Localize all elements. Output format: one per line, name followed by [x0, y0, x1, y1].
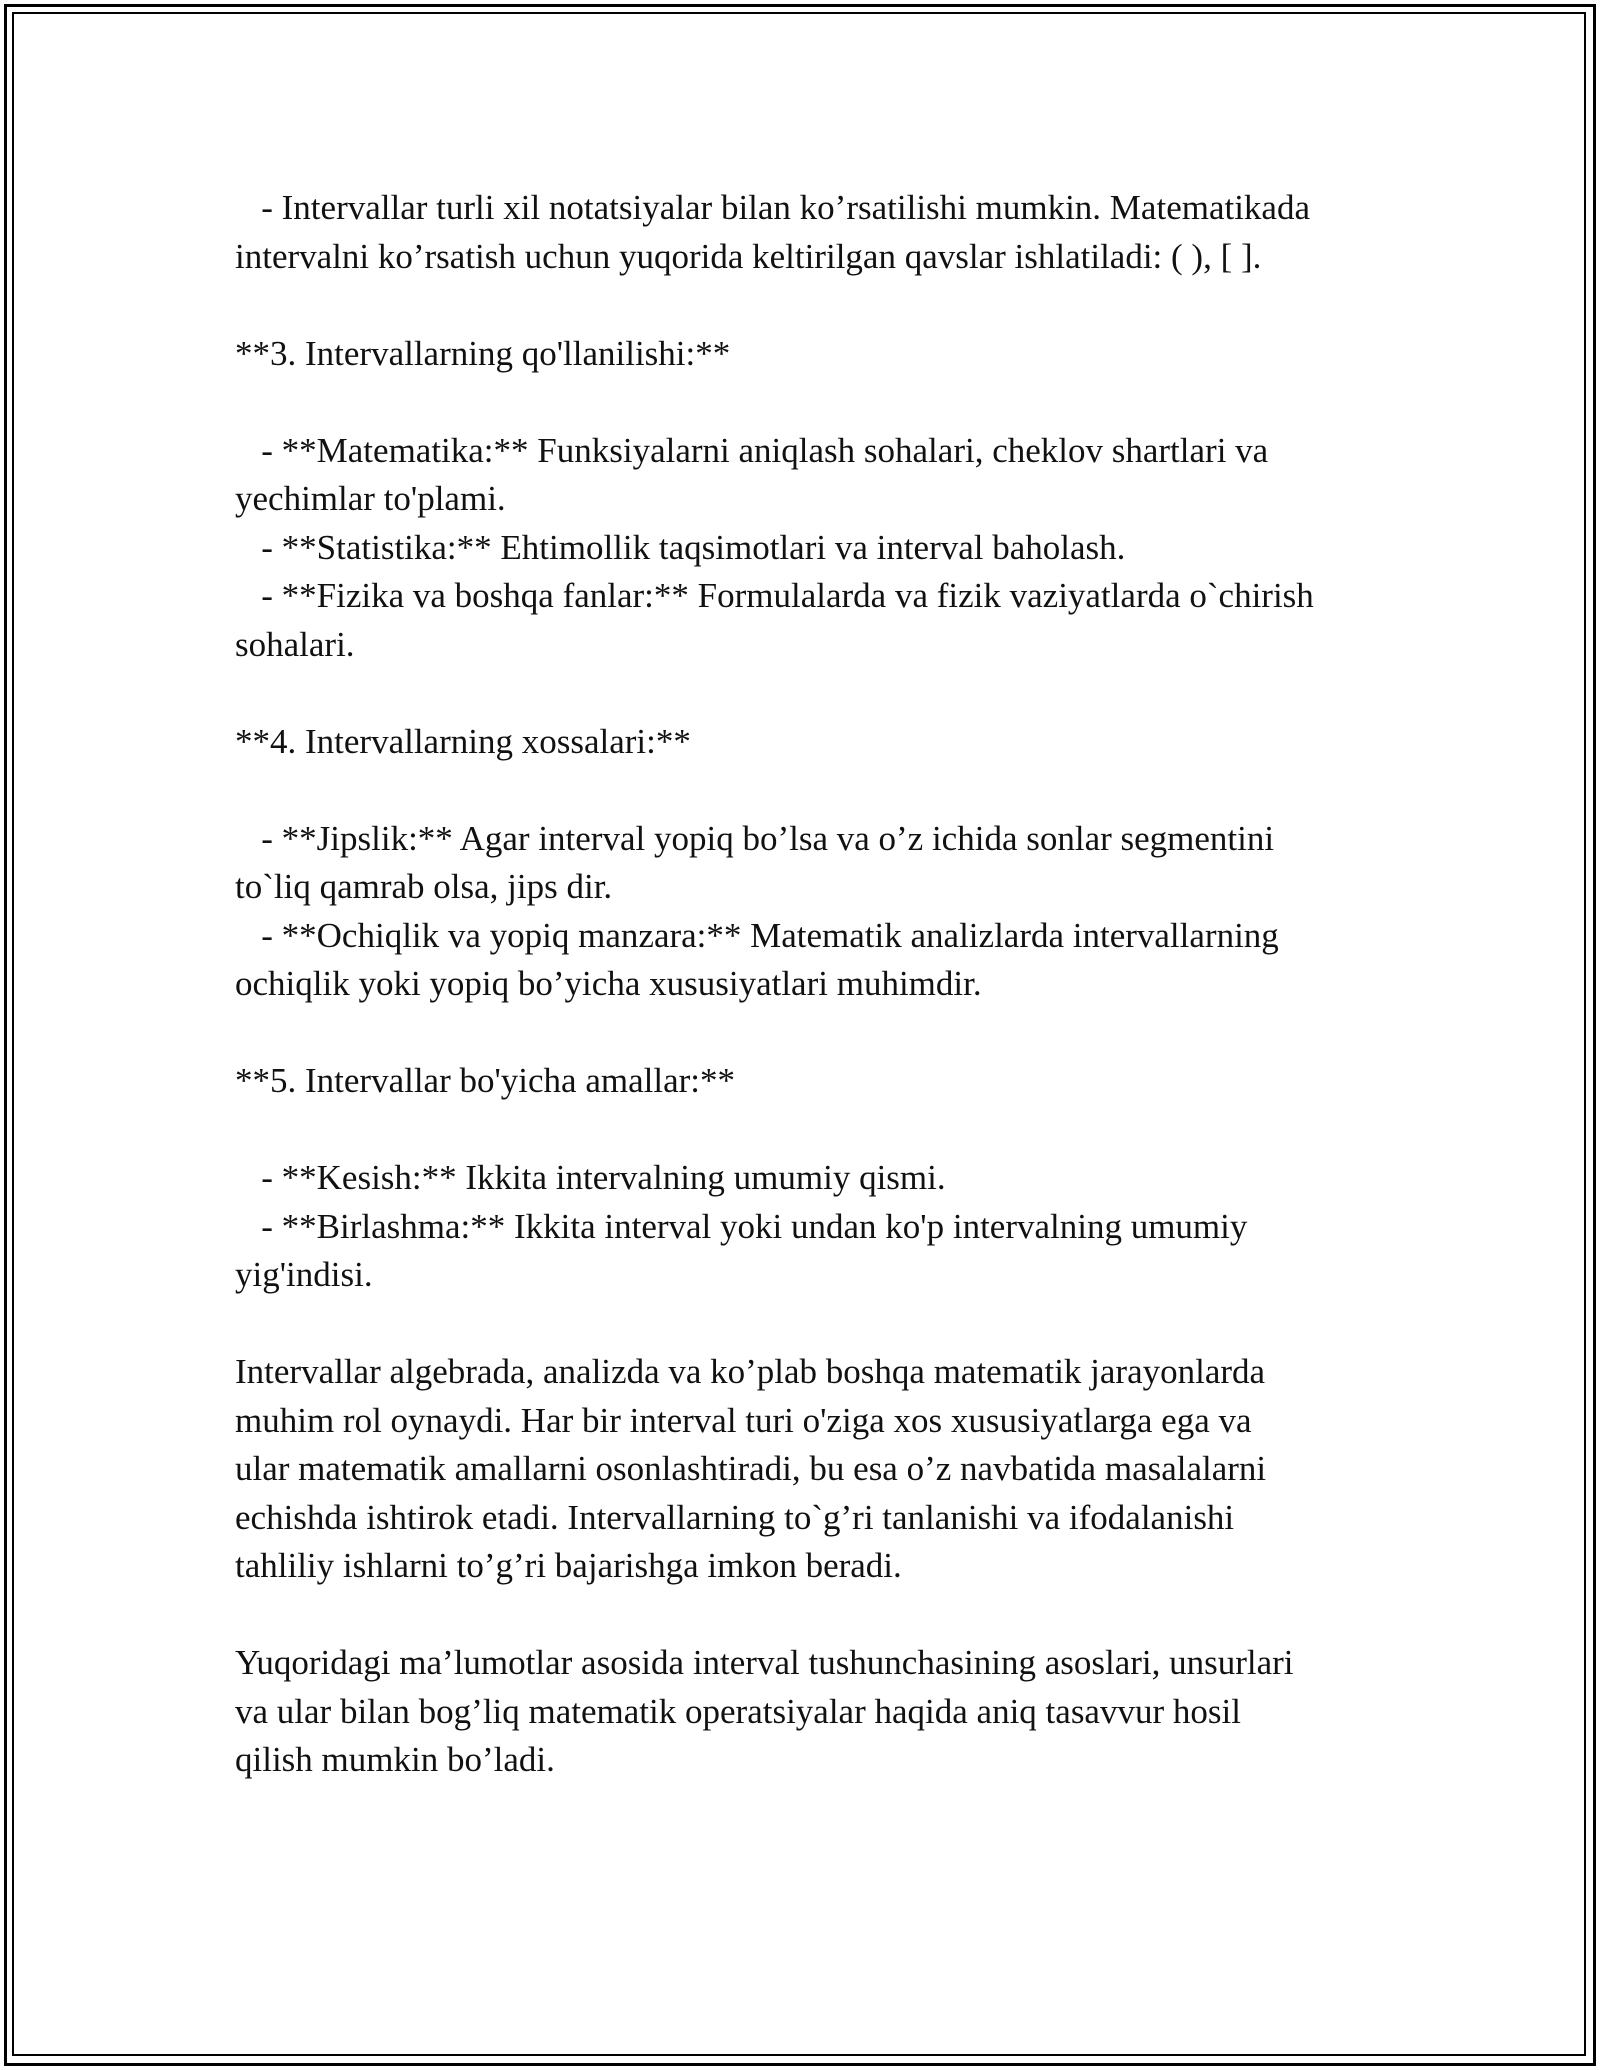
paragraph-gap [235, 281, 1395, 330]
text-line: - **Kesish:** Ikkita intervalning umumiy qismi. [235, 1158, 946, 1197]
text-line: tahliliy ishlarni to’g’ri bajarishga imkon beradi. [235, 1546, 902, 1585]
text-line: Intervallar algebrada, analizda va ko’plab boshqa matematik jarayonlarda [235, 1352, 1266, 1391]
text-line: - Intervallar turli xil notatsiyalar bilan ko’rsatilishi mumkin. Matematikada [235, 188, 1311, 227]
text-line: ular matematik amallarni osonlashtiradi, bu esa o’z navbatida masalalarni [235, 1449, 1267, 1488]
text-line: intervalni ko’rsatish uchun yuqorida keltirilgan qavslar ishlatiladi: ( ), [ ]. [235, 236, 1262, 276]
paragraph-gap [235, 1591, 1395, 1640]
text-line: - **Ochiqlik va yopiq manzara:** Matematik analizlarda intervallarning [235, 915, 1279, 955]
text-line: ochiqlik yoki yopiq bo’yicha xususiyatlari muhimdir. [235, 964, 982, 1003]
text-line: **5. Intervallar bo'yicha amallar:** [235, 1061, 735, 1100]
paragraph-gap [235, 1106, 1395, 1155]
text-line: echishda ishtirok etadi. Intervallarning to`g’ri tanlanishi va ifodalanishi [235, 1497, 1235, 1537]
text-line: - **Birlashma:** Ikkita interval yoki undan ko'p intervalning umumiy [235, 1206, 1248, 1246]
text-line: va ular bilan bog’liq matematik operatsiyalar haqida aniq tasavvur hosil [235, 1691, 1241, 1731]
text-line: **3. Intervallarning qo'llanilishi:** [235, 333, 731, 373]
text-line: muhim rol oynaydi. Har bir interval turi o'ziga xos xususiyatlarga ega va [235, 1400, 1252, 1440]
paragraph-gap [235, 1300, 1395, 1349]
text-line: to`liq qamrab olsa, jips dir. [235, 867, 613, 906]
paragraph-gap [235, 669, 1395, 718]
document-body [235, 184, 1395, 1785]
text-line: Yuqoridagi ma’lumotlar asosida interval tushunchasining asoslari, unsurlari [235, 1643, 1294, 1682]
paragraph-gap [235, 378, 1395, 427]
text-line: **4. Intervallarning xossalari:** [235, 721, 691, 761]
paragraph-gap [235, 766, 1395, 815]
text-line: qilish mumkin bo’ladi. [235, 1740, 555, 1779]
paragraph-gap [235, 1009, 1395, 1058]
text-line: - **Jipslik:** Agar interval yopiq bo’lsa va o’z ichida sonlar segmentini [235, 818, 1275, 858]
text-line: yig'indisi. [235, 1255, 373, 1294]
text-line: sohalari. [235, 624, 355, 664]
text-line: - **Statistika:** Ehtimollik taqsimotlari va interval baholash. [235, 527, 1126, 567]
text-line: - **Matematika:** Funksiyalarni aniqlash sohalari, cheklov shartlari va [235, 430, 1269, 470]
text-line: - **Fizika va boshqa fanlar:** Formulalarda va fizik vaziyatlarda o`chirish [235, 576, 1314, 615]
text-line: yechimlar to'plami. [235, 479, 506, 518]
